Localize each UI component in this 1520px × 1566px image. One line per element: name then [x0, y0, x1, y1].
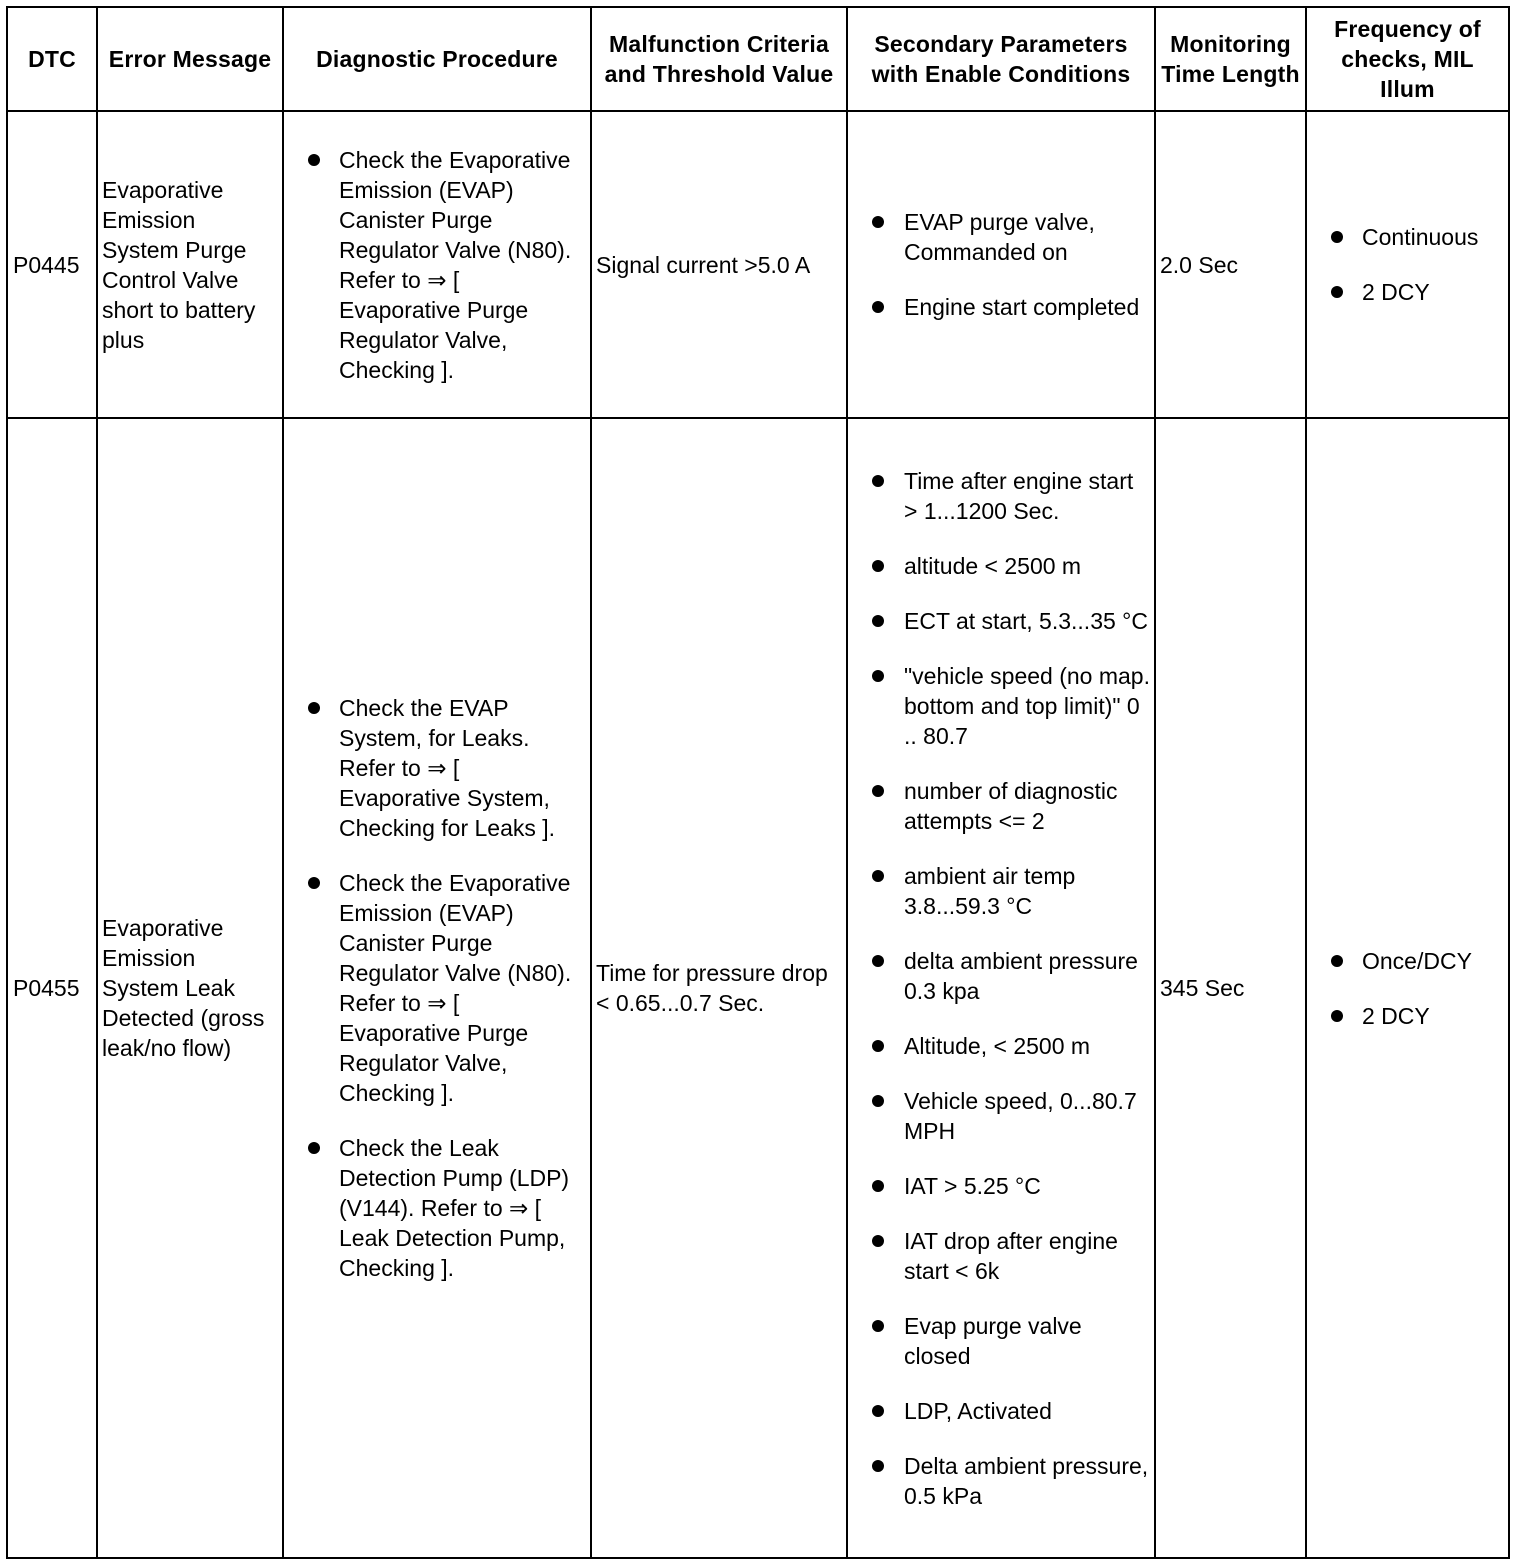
table-row — [7, 111, 1509, 418]
parameter-item: Evap purge valve closed — [852, 1311, 1150, 1371]
procedure-item: Check the Evaporative Emission (EVAP) Canister Purge Regulator Valve (N80). Refer to ⇒ [ Evaporative Purge Regulator Valve, Checking ]. — [288, 868, 586, 1108]
secondary-parameters — [847, 111, 1155, 418]
parameter-list — [852, 466, 1150, 1511]
frequency — [1306, 418, 1509, 1558]
frequency-item: 2 DCY — [1311, 1001, 1504, 1031]
frequency-item: Continuous — [1311, 222, 1504, 252]
parameter-item: IAT drop after engine start < 6k — [852, 1226, 1150, 1286]
header-error-message: Error Message — [97, 7, 283, 111]
frequency-list — [1311, 222, 1504, 307]
procedure-item: Check the Leak Detection Pump (LDP) (V144). Refer to ⇒ [ Leak Detection Pump, Checking ]. — [288, 1133, 586, 1283]
procedure-item: Check the EVAP System, for Leaks. Refer to ⇒ [ Evaporative System, Checking for Leaks ]. — [288, 693, 586, 843]
parameter-item: Engine start completed — [852, 292, 1150, 322]
header-malfunction-criteria: Malfunction Criteria and Threshold Value — [591, 7, 847, 111]
parameter-item: Vehicle speed, 0...80.7 MPH — [852, 1086, 1150, 1146]
error-message: Evaporative Emission System Purge Control Valve short to battery plus — [97, 111, 283, 418]
header-monitoring-time: Monitoring Time Length — [1155, 7, 1306, 111]
table-row — [7, 418, 1509, 1558]
parameter-item: Delta ambient pressure, 0.5 kPa — [852, 1451, 1150, 1511]
secondary-parameters — [847, 418, 1155, 1558]
parameter-item: Altitude, < 2500 m — [852, 1031, 1150, 1061]
frequency-list — [1311, 946, 1504, 1031]
frequency-item: Once/DCY — [1311, 946, 1504, 976]
procedure-list — [288, 693, 586, 1283]
diagnostic-procedure — [283, 111, 591, 418]
error-message: Evaporative Emission System Leak Detected (gross leak/no flow) — [97, 418, 283, 1558]
procedure-list — [288, 145, 586, 385]
parameter-item: number of diagnostic attempts <= 2 — [852, 776, 1150, 836]
parameter-item: LDP, Activated — [852, 1396, 1150, 1426]
parameter-item: delta ambient pressure 0.3 kpa — [852, 946, 1150, 1006]
diagnostic-procedure — [283, 418, 591, 1558]
header-frequency: Frequency of checks, MIL Illum — [1306, 7, 1509, 111]
frequency — [1306, 111, 1509, 418]
procedure-item: Check the Evaporative Emission (EVAP) Canister Purge Regulator Valve (N80). Refer to ⇒ [ Evaporative Purge Regulator Valve, Checking ]. — [288, 145, 586, 385]
monitoring-time: 2.0 Sec — [1155, 111, 1306, 418]
parameter-item: EVAP purge valve, Commanded on — [852, 207, 1150, 267]
monitoring-time: 345 Sec — [1155, 418, 1306, 1558]
parameter-list — [852, 207, 1150, 322]
dtc-table — [6, 6, 1510, 1559]
malfunction-criteria: Signal current >5.0 A — [591, 111, 847, 418]
parameter-item: "vehicle speed (no map. bottom and top limit)" 0 .. 80.7 — [852, 661, 1150, 751]
parameter-item: ambient air temp 3.8...59.3 °C — [852, 861, 1150, 921]
dtc-code: P0455 — [7, 418, 97, 1558]
parameter-item: Time after engine start > 1...1200 Sec. — [852, 466, 1150, 526]
header-row — [7, 7, 1509, 111]
header-dtc: DTC — [7, 7, 97, 111]
header-diagnostic-procedure: Diagnostic Procedure — [283, 7, 591, 111]
header-secondary-parameters: Secondary Parameters with Enable Conditions — [847, 7, 1155, 111]
malfunction-criteria: Time for pressure drop < 0.65...0.7 Sec. — [591, 418, 847, 1558]
parameter-item: altitude < 2500 m — [852, 551, 1150, 581]
parameter-item: IAT > 5.25 °C — [852, 1171, 1150, 1201]
dtc-code: P0445 — [7, 111, 97, 418]
parameter-item: ECT at start, 5.3...35 °C — [852, 606, 1150, 636]
frequency-item: 2 DCY — [1311, 277, 1504, 307]
